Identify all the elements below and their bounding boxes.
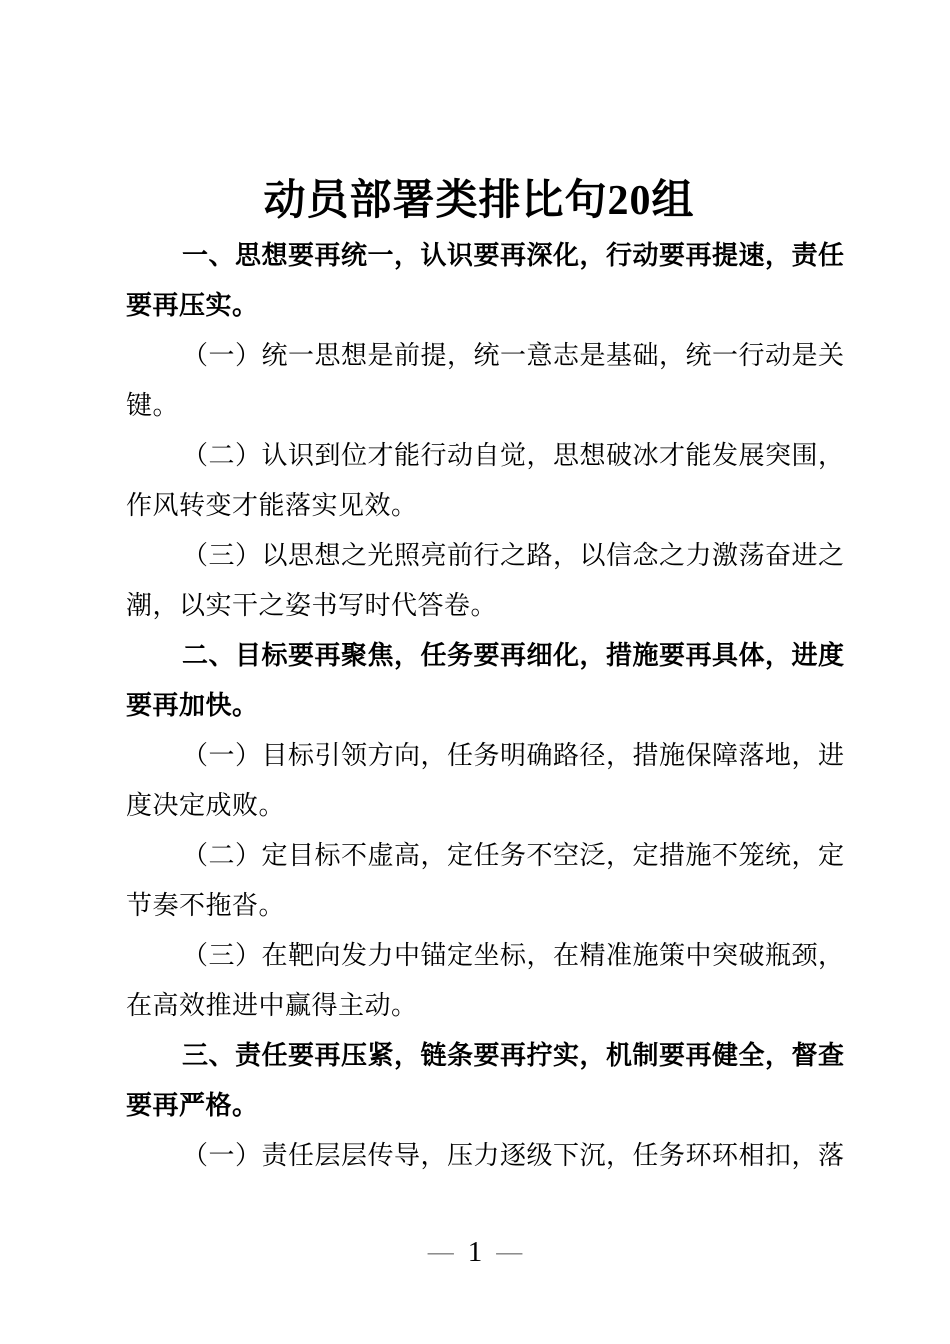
text-line: 作风转变才能落实见效。 bbox=[126, 490, 418, 520]
page-number: 1 bbox=[467, 1236, 483, 1268]
paragraph-section-3 bbox=[126, 1030, 845, 1130]
paragraph-section-1 bbox=[126, 230, 845, 330]
paragraph-sub-item bbox=[126, 930, 845, 1030]
text-line: 要再压实。 bbox=[126, 290, 259, 320]
document-content bbox=[0, 172, 950, 1180]
text-line: 三、责任要再压紧，链条要再拧实，机制要再健全，督查 bbox=[182, 1040, 845, 1070]
paragraph-sub-item bbox=[126, 730, 845, 830]
page-footer bbox=[0, 1230, 950, 1274]
text-line: （一）责任层层传导，压力逐级下沉，任务环环相扣，落 bbox=[182, 1140, 845, 1170]
footer-dash-left: — bbox=[427, 1237, 454, 1266]
text-line: （三）在靶向发力中锚定坐标，在精准施策中突破瓶颈， bbox=[182, 940, 845, 970]
text-line: 潮，以实干之姿书写时代答卷。 bbox=[126, 590, 498, 620]
text-line: （二）定目标不虚高，定任务不空泛，定措施不笼统，定 bbox=[182, 840, 845, 870]
paragraph-sub-item bbox=[126, 530, 845, 630]
text-line: 度决定成败。 bbox=[126, 790, 286, 820]
paragraph-sub-item bbox=[126, 1130, 845, 1180]
text-line: （一）目标引领方向，任务明确路径，措施保障落地，进 bbox=[182, 740, 845, 770]
footer-dash-right: — bbox=[496, 1237, 523, 1266]
text-line: 一、思想要再统一，认识要再深化，行动要再提速，责任 bbox=[182, 240, 845, 270]
paragraph-sub-item bbox=[126, 430, 845, 530]
text-line: 二、目标要再聚焦，任务要再细化，措施要再具体，进度 bbox=[182, 640, 845, 670]
text-line: （一）统一思想是前提，统一意志是基础，统一行动是关 bbox=[182, 340, 845, 370]
paragraph-section-2 bbox=[126, 630, 845, 730]
paragraph-sub-item bbox=[126, 830, 845, 930]
text-line: 要再加快。 bbox=[126, 690, 259, 720]
text-line: 要再严格。 bbox=[126, 1090, 259, 1120]
text-line: （二）认识到位才能行动自觉，思想破冰才能发展突围， bbox=[182, 440, 845, 470]
text-line: 在高效推进中赢得主动。 bbox=[126, 990, 418, 1020]
text-line: 键。 bbox=[126, 390, 180, 420]
paragraph-sub-item bbox=[126, 330, 845, 430]
text-line: （三）以思想之光照亮前行之路，以信念之力激荡奋进之 bbox=[182, 540, 845, 570]
text-line: 节奏不拖沓。 bbox=[126, 890, 286, 920]
document-title: 动员部署类排比句20组 bbox=[263, 178, 695, 224]
